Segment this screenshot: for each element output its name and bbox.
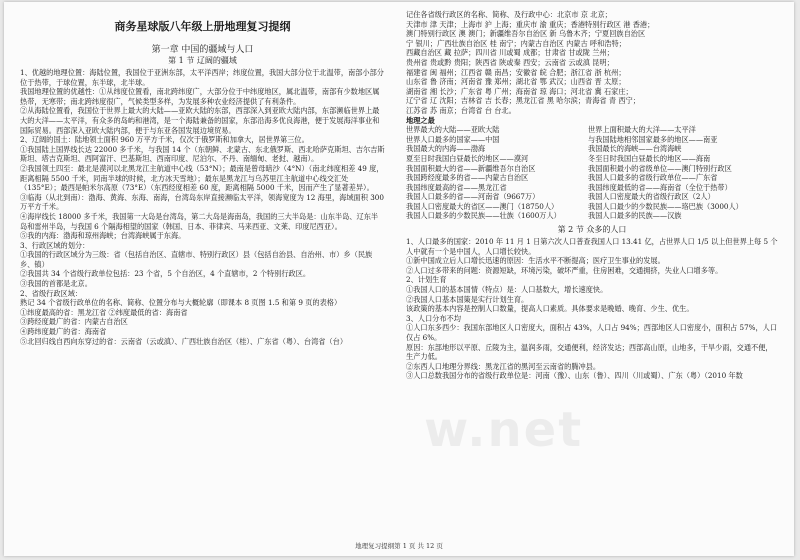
extreme-item: 我国面积最大的省——新疆维吾尔自治区: [406, 163, 536, 173]
text-line: ③我国的首都是北京。: [20, 279, 92, 289]
text-line: ②东西人口地理分界线：黑龙江省的黑河至云南省的腾冲县。: [406, 361, 601, 371]
text-line: 3、人口分布不均: [406, 313, 461, 323]
text-line: 熟记 34 个省级行政单位的名称、简称、位置分布与大概轮廓（即课本 8 页图 1.5 和第 9 页的表格）: [20, 298, 342, 308]
extreme-item: 我国人口最多的民族——汉族: [588, 211, 682, 221]
extremes-list: [406, 125, 778, 221]
text-line: 澳门特别行政区 澳 澳门；新疆维吾尔自治区 新 乌鲁木齐；宁夏回族自治区: [406, 29, 646, 39]
extreme-item: 我国跨经度最多的省——内蒙古自治区: [406, 173, 529, 183]
text-line: ②我国共 34 个省级行政单位包括：23 个省，5 个自治区，4 个直辖市，2 个特别行政区。: [20, 269, 311, 279]
extreme-item: 夏至日时我国白昼最长的地区——漠河: [406, 153, 529, 163]
text-line: 该政策的基本内容是控制人口数量，提高人口素质。具体要求是晚婚、晚育、少生、优生。: [406, 304, 694, 314]
extreme-row: [406, 202, 778, 212]
extremes-heading: 地理之最: [406, 115, 435, 125]
text-line: 记住各省级行政区的名称、简称、及行政中心：北京市 京 北京；: [406, 10, 612, 19]
extreme-item: 我国人口最多的省级行政单位——广东省: [588, 173, 718, 183]
left-column: [20, 10, 385, 346]
text-line: ⑤北回归线自西向东穿过的省：云南省（云或滇）、广西壮族自治区（桂）、广东省（粤）、台湾省（台）: [20, 336, 348, 346]
text-line: 西藏自治区 藏 拉萨；四川省 川或蜀 成都；甘肃省 甘或陇 兰州；: [406, 48, 614, 58]
text-line: 1、优越的地理位置：海陆位置，我国位于亚洲东部，太平洋西岸；纬度位置，我国大部分位于北温带，南部小部分位于热带，于球位置，东半球，北半球。: [20, 68, 384, 87]
text-line: 2、计划生育: [406, 275, 447, 285]
text-line: ③临海（从北到南）：渤海、黄海、东海、南海，台湾岛东岸直接濒临太平洋，领海宽度为 12 海里，海域面积 300 万平方千米。: [20, 192, 384, 212]
text-line: ⑤我的内海：渤海和琼州海峡；台湾海峡属于东海。: [20, 231, 186, 241]
text-line: 福建省 闽 福州；江西省 赣 南昌；安徽省 皖 合肥；浙江省 浙 杭州；: [406, 67, 626, 77]
text-line: 2、省级行政区域：: [20, 288, 83, 298]
text-line: ②从海陆位置看，我国位于世界上最大的大陆——亚欧大陆的东部，西部深入到亚欧大陆内部，东部濒临世界上最大的大洋——太平洋，有众多的岛屿和港湾，是一个海陆兼备的国家，东部沿海多优良海港，便于发展海洋事业和国际贸易。西部深入亚欧大陆内部，便于与东亚各国发展边境贸易。: [20, 106, 380, 135]
text-line: 2、辽阔的国土：陆地领土面积 960 万平方千米，仅次于俄罗斯和加拿大，居世界第三位。: [20, 135, 309, 145]
text-line: 江苏省 苏 南京；台湾省 台 台北。: [406, 105, 516, 115]
document-title: 商务星球版八年级上册地理复习提纲: [114, 20, 291, 33]
extreme-item: 我国最大的内海——渤海: [406, 144, 486, 154]
document-page: [4, 2, 794, 556]
extreme-row: [406, 125, 778, 135]
extreme-item: 我国纬度最高的省——黑龙江省: [406, 182, 507, 192]
section-2-heading: 第 2 节 众多的人口: [557, 225, 627, 235]
extreme-item: 我国面积最小的省级单位——澳门特别行政区: [588, 163, 732, 173]
extreme-item: 与我国陆地相邻国家最多的地区——南亚: [588, 134, 718, 144]
extreme-row: [406, 144, 778, 154]
extreme-row: [406, 135, 778, 145]
extreme-item: 我国人口最少的少数民族——珞巴族（3000人）: [588, 201, 743, 211]
chapter-heading: 第一章 中国的疆域与人口: [151, 45, 254, 55]
text-line: 1、人口最多的国家：2010 年 11 月 1 日第六次人口普查我国人口 13.41 亿，占世界人口 1/5 以上但世界上每 5 个人中就有一个是中国人，人口增长较快。: [406, 237, 778, 256]
extreme-item: 我国人口最多的省——河南省（9667万）: [406, 192, 540, 202]
extreme-row: [406, 164, 778, 174]
text-line: 山东省 鲁 济南；河南省 豫 郑州；湖北省 鄂 武汉；山西省 晋 太原；: [406, 77, 626, 87]
extreme-row: [406, 192, 778, 202]
extreme-item: 世界最大的大陆——亚欧大陆: [406, 125, 500, 135]
text-line: ④跨纬度最广的省：海南省: [20, 327, 107, 337]
page-footer: 地理复习提纲第 1 页 共 12 页: [355, 542, 443, 550]
extreme-item: 我国最长的海峡——台湾海峡: [588, 144, 682, 154]
right-column: [406, 10, 778, 381]
text-line: ④海岸线长 18000 多千米，我国第一大岛是台湾岛，第二大岛是海南岛，我国的三大半岛是：山东半岛、辽东半岛和雷州半岛，与我国 6 个隔海相望的国家（韩国、日本、菲律宾、马来西亚、文莱、印度尼西亚）。: [20, 211, 379, 231]
extreme-row: [406, 183, 778, 193]
province-list: [406, 10, 778, 116]
extreme-item: 世界人口最多的国家——中国: [406, 134, 500, 144]
text-line: 3、行政区域的划分：: [20, 240, 90, 250]
text-line: 宁 银川；广西壮族自治区 桂 南宁；内蒙古自治区 内蒙古 呼和浩特；: [406, 38, 626, 48]
text-line: 贵州省 贵或黔 贵阳；陕西省 陕或秦 西安；云南省 云或滇 昆明；: [406, 57, 614, 67]
extreme-item: 我国人口密度最大的省级行政区（2人）: [588, 192, 715, 202]
text-line: ②我国人口基本国策是实行计划生育。: [406, 294, 529, 304]
extreme-row: [406, 154, 778, 164]
extreme-item: 我国纬度最低的省——海南省（全位于热带）: [588, 182, 732, 192]
section-heading: 第 1 节 辽阔的疆域: [168, 56, 237, 65]
text-line: ②人口过多带来的问题：资源短缺，环境污染，破坏严重，住房困难，交通拥挤，失业人口增多等。: [406, 265, 723, 275]
left-body: [20, 68, 385, 346]
extreme-item: 冬至日时我国白昼最长的地区——海南: [588, 153, 711, 163]
text-line: ③跨经度最广的省：内蒙古自治区: [20, 317, 128, 327]
extreme-item: 我国人口密度最大的省区——澳门（18750人）: [406, 201, 559, 211]
extreme-row: [406, 211, 778, 221]
text-line: 原因：东部地形以平原、丘陵为主，温润多雨，交通便利，经济发达；西部高山原，山地多，干旱少雨，交通不便，生产力低。: [406, 342, 773, 362]
population-body: [406, 237, 778, 381]
text-line: 天津市 津 天津；上海市 沪 上海；重庆市 渝 重庆；香港特别行政区 港 香港；: [406, 19, 655, 29]
text-line: ①纬度最高的省：黑龙江省 ②纬度最低的省：海南省: [20, 307, 188, 317]
text-line: 辽宁省 辽 沈阳；吉林省 吉 长春；黑龙江省 黑 哈尔滨；青海省 青 西宁；: [406, 96, 640, 106]
extreme-item: 我国人口最多的少数民族——壮族（1600万人）: [406, 211, 561, 221]
text-line: ①我国的行政区域分为三级：省（包括自治区、直辖市、特别行政区）县（包括自治县、自治州、市）乡（民族乡、镇）: [20, 250, 373, 269]
text-line: 我国地理位置的优越性：①从纬度位置看，南北跨纬度广，大部分位于中纬度地区，属北温带，南部有少数地区属热带，无寒带；南北跨纬度很广，气候类型多样，为发展多种农业经济提供了有利条件。: [20, 87, 380, 106]
text-line: ①我国陆上国界线长达 22000 多千米，与我国 14 个（东朝鲜、北蒙古、东北俄罗斯、西北哈萨克斯坦、吉尔吉斯斯坦、塔吉克斯坦、西阿富汗、巴基斯坦、西南印度、尼泊尔、不丹、南缅甸、老挝、越南）。: [20, 144, 385, 164]
extreme-item: 世界上面积最大的大洋——太平洋: [588, 125, 696, 135]
text-line: ①新中国成立后人口增长迅速的原因：生活水平不断提高；医疗卫生事业的发展。: [406, 256, 665, 266]
text-line: ①我国人口的基本国情（特点）是：人口基数大，增长速度快。: [406, 285, 608, 295]
extreme-row: [406, 173, 778, 183]
text-line: ②我国领土四至：最北是漠河以北黑龙江主航道中心线（53°N）；最南是曾母暗沙（4°N）（南北纬度相差 49 度，距离相隔 5500 千米，同南半球的时候，北方冰天雪地）；最东是黑龙江与乌苏里江主航道中心线交汇处（135°E）；最西是帕米尔高原（73°E）（东西经度相差 60 度，距离相隔 5000 千米，因而产生了显著差异）。: [20, 163, 384, 193]
text-line: ①人口东多西少：我国东部地区人口密度大，面积占 43%，人口占 94%；西部地区人口密度小，面积占 57%，人口仅占 6%。: [406, 323, 778, 342]
watermark: w.net: [424, 402, 584, 458]
text-line: ③人口总数我国分布的省级行政单位是：河南（豫）、山东（鲁）、四川（川或蜀）、广东（粤）（2010 年数: [406, 371, 743, 381]
text-line: 湖南省 湘 长沙；广东省 粤 广州；海南省 琼 海口；河北省 冀 石家庄；: [406, 86, 633, 96]
